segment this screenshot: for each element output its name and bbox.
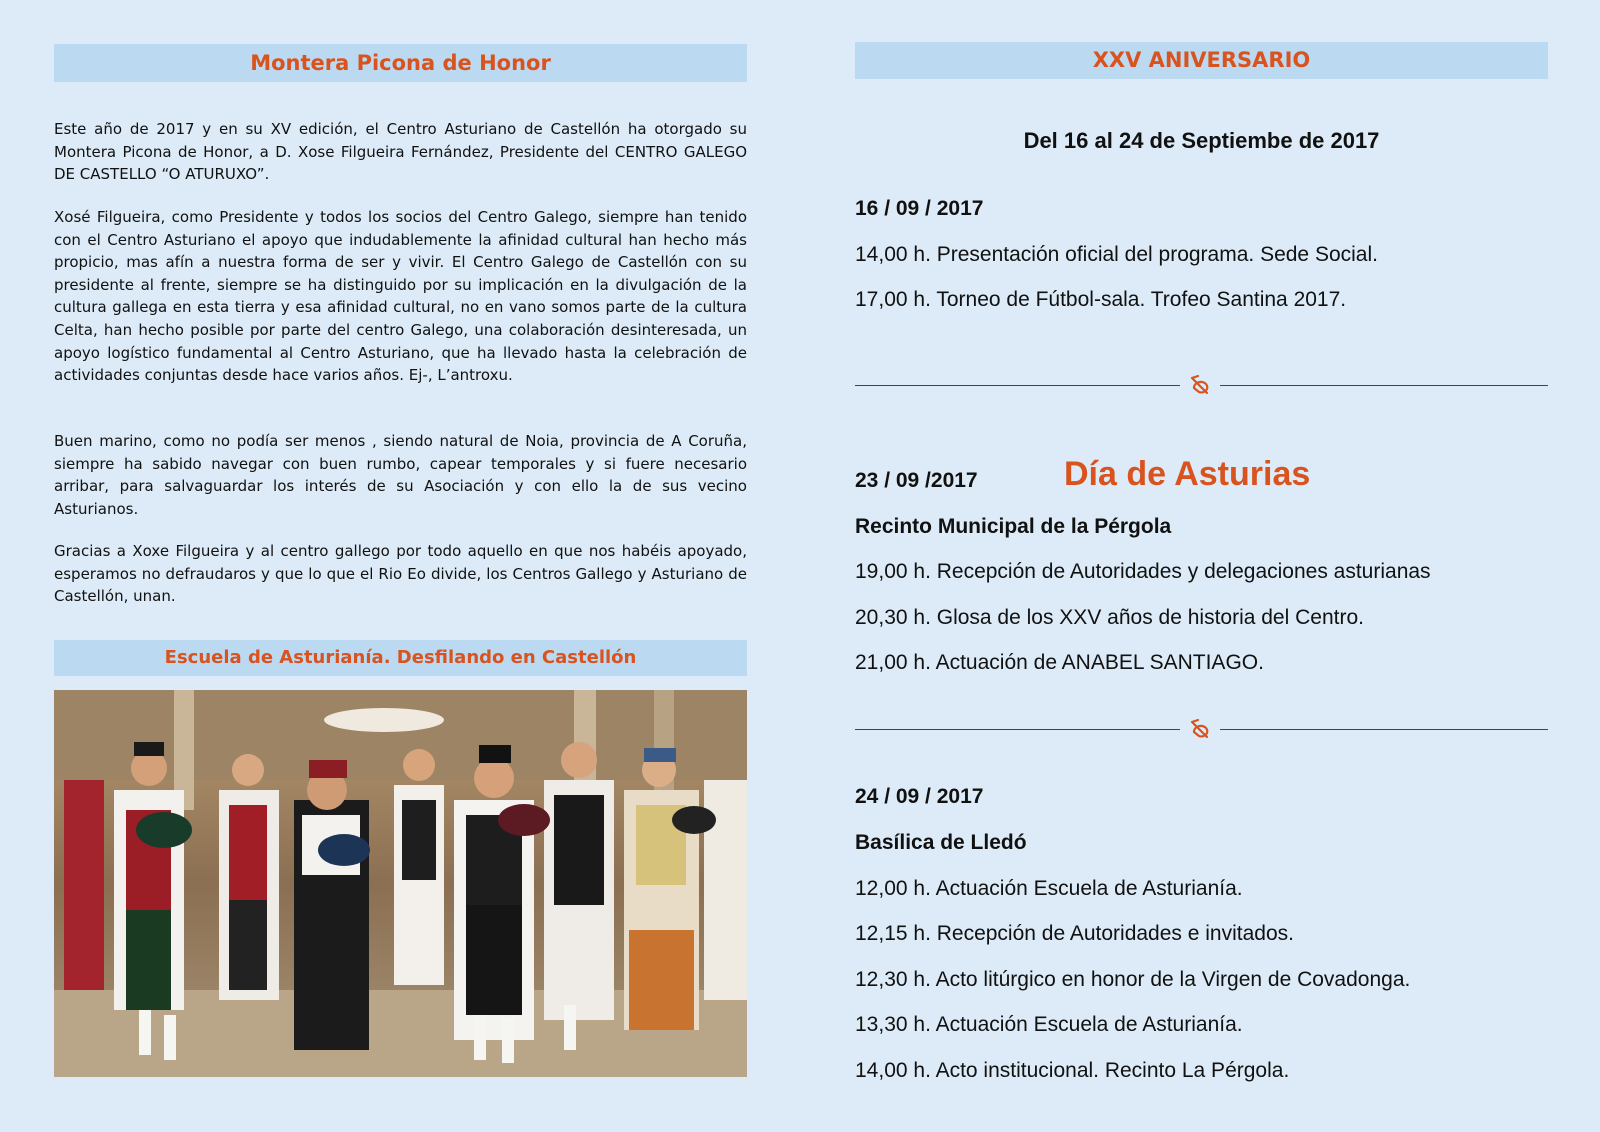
day1-item: 14,00 h. Presentación oficial del programa. Sede Social.: [855, 243, 1378, 266]
day2-item: 19,00 h. Recepción de Autoridades y delegaciones asturianas: [855, 560, 1431, 583]
parade-photo: [54, 690, 747, 1077]
section-divider: [855, 718, 1548, 742]
day2-venue: Recinto Municipal de la Pérgola: [855, 515, 1172, 538]
date-range: Del 16 al 24 de Septiembe de 2017: [1023, 128, 1380, 153]
day3-item: 14,00 h. Acto institucional. Recinto La Pérgola.: [855, 1059, 1290, 1082]
day3-item: 13,30 h. Actuación Escuela de Asturianía.: [855, 1013, 1243, 1036]
day2-item: 21,00 h. Actuación de ANABEL SANTIAGO.: [855, 651, 1264, 674]
gracias-paragraph: Gracias a Xoxe Filgueira y al centro gallego por todo aquello en que nos habéis apoyado, esperamos no defraudaros y que lo que el Rio Eo divide, los Centros Gallego y Asturiano de Castellón, unan.: [54, 542, 747, 606]
filgueira-paragraph: Xosé Filgueira, como Presidente y todos los socios del Centro Galego, siempre han tenido con el Centro Asturiano el apoyo que indudablemente la afinidad cultural han hecho más propicio, mas afín a nuestra forma de ser y vivir. El Centro Galego de Castellón con su presidente al frente, siempre se ha distinguido por su implicación en la divulgación de la cultura gallega en esta tierra y esa afinidad cultural, no en vano somos parte de la cultura Celta, han hecho posible por parte del centro Galego, una colaboración desinteresada, un apoyo logístico fundamental al Centro Asturiano, que ha llevado hasta la celebración de actividades conjuntas desde hace varios años. Ej-, L’antroxu.: [54, 208, 747, 385]
day3-item: 12,15 h. Recepción de Autoridades e invitados.: [855, 922, 1294, 945]
day3-venue: Basílica de Lledó: [855, 831, 1027, 854]
photo-caption: Escuela de Asturianía. Desfilando en Castellón: [54, 640, 747, 676]
dia-de-asturias-title: Día de Asturias: [1064, 455, 1311, 493]
day1-item: 17,00 h. Torneo de Fútbol-sala. Trofeo Santina 2017.: [855, 288, 1347, 311]
day3-date: 24 / 09 / 2017: [855, 785, 984, 808]
montera-picona-heading: Montera Picona de Honor: [54, 44, 747, 82]
day3-item: 12,30 h. Acto litúrgico en honor de la Virgen de Covadonga.: [855, 968, 1411, 991]
day2-date: 23 / 09 /2017: [855, 469, 978, 492]
intro-paragraph: Este año de 2017 y en su XV edición, el Centro Asturiano de Castellón ha otorgado su Montera Picona de Honor, a D. Xose Filgueira Fernández, Presidente del CENTRO GALEGO DE CASTELLO “O ATURUXO”.: [54, 120, 747, 184]
day1-date: 16 / 09 / 2017: [855, 197, 984, 220]
day2-item: 20,30 h. Glosa de los XXV años de historia del Centro.: [855, 606, 1364, 629]
day3-item: 12,00 h. Actuación Escuela de Asturianía.: [855, 877, 1243, 900]
bagpipe-ornament-icon: [1188, 374, 1214, 398]
aniversario-heading: XXV ANIVERSARIO: [855, 42, 1548, 79]
bagpipe-ornament-icon: [1188, 718, 1214, 742]
marino-paragraph: Buen marino, como no podía ser menos , siendo natural de Noia, provincia de A Coruña, siempre ha sabido navegar con buen rumbo, capear temporales y si fuere necesario arribar, para salvaguardar los interés de su Asociación y con ello la de sus vecino Asturianos.: [54, 432, 747, 518]
section-divider: [855, 374, 1548, 398]
